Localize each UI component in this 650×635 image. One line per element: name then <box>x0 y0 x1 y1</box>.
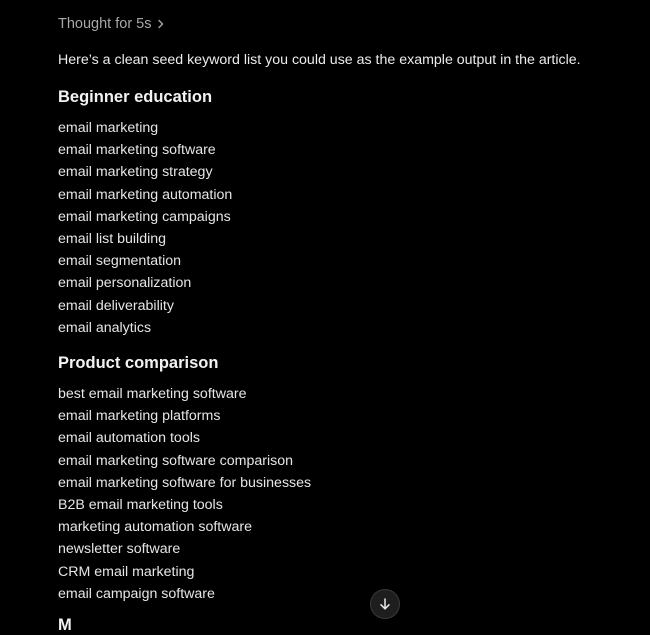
list-item: CRM email marketing <box>58 563 195 580</box>
keyword-list-beginner-education <box>58 117 232 339</box>
list-item: email marketing <box>58 120 159 136</box>
section-heading-product-comparison: Product comparison <box>58 354 219 372</box>
list-item: email segmentation <box>58 253 182 270</box>
list-item: email marketing software for businesses <box>58 474 312 491</box>
list-item: email deliverability <box>58 297 174 314</box>
scroll-to-bottom-button[interactable] <box>370 589 400 619</box>
list-item: email personalization <box>58 275 192 292</box>
list-item: email marketing automation <box>58 186 233 203</box>
list-item: email automation tools <box>58 430 200 447</box>
list-item: newsletter software <box>58 541 181 558</box>
keyword-list-product-comparison <box>58 383 311 605</box>
intro-text: Here’s a clean seed keyword list you could use as the example output in the article. <box>58 52 581 68</box>
list-item: email marketing software <box>58 142 216 159</box>
list-item: email analytics <box>58 319 152 336</box>
list-item: email marketing platforms <box>58 408 221 425</box>
thought-label: Thought for 5s <box>58 16 152 32</box>
list-item: best email marketing software <box>58 386 247 402</box>
arrow-down-icon <box>377 596 393 612</box>
chevron-right-icon <box>156 17 166 31</box>
list-item: B2B email marketing tools <box>58 496 223 513</box>
section-heading-partial: M <box>58 616 72 634</box>
section-heading-beginner-education: Beginner education <box>58 88 213 106</box>
list-item: email marketing strategy <box>58 164 213 181</box>
list-item: email list building <box>58 230 167 247</box>
list-item: email marketing software comparison <box>58 452 293 469</box>
list-item: marketing automation software <box>58 519 252 536</box>
list-item: email marketing campaigns <box>58 208 231 225</box>
list-item: email campaign software <box>58 585 215 602</box>
thought-toggle[interactable] <box>58 16 166 32</box>
